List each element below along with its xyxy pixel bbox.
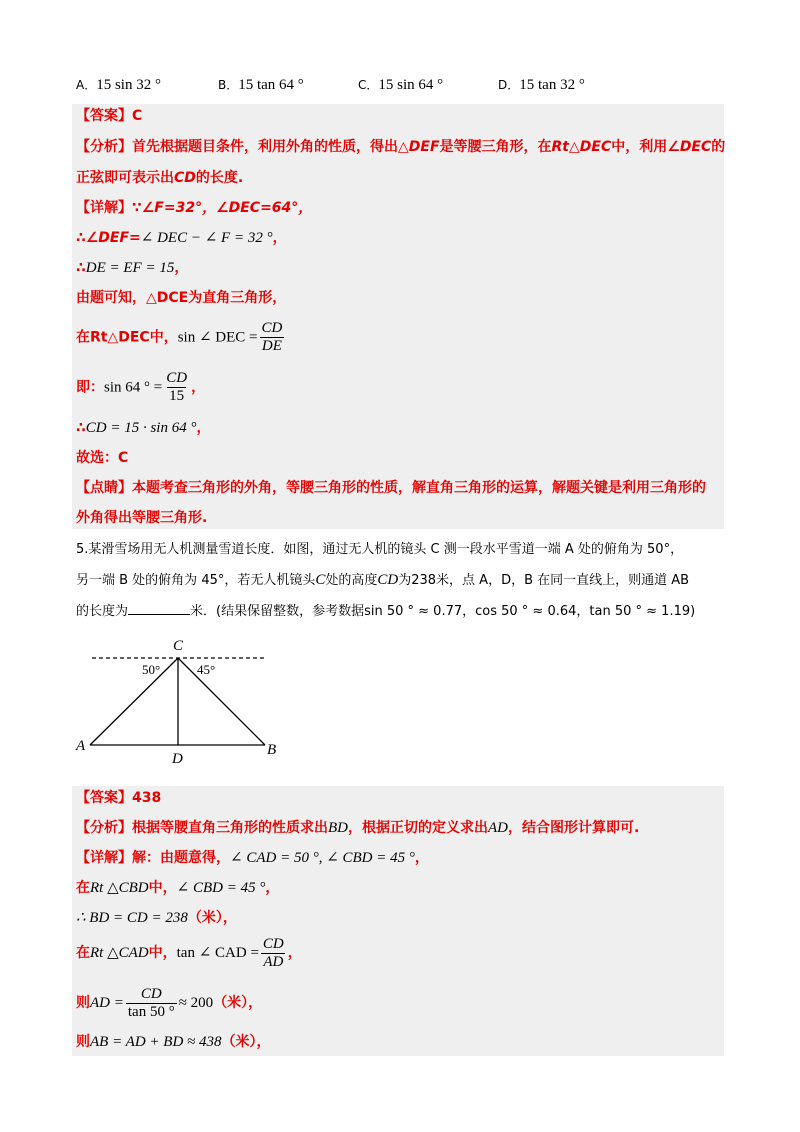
option-b: B．15 tan 64 ° <box>218 77 304 93</box>
option-d: D．15 tan 32 ° <box>498 77 585 93</box>
q4-comment-line2: 外角得出等腰三角形. <box>76 510 208 526</box>
answer-options <box>76 76 726 100</box>
q4-choose: 故选：C <box>76 450 129 466</box>
label-c: C <box>173 638 184 654</box>
q4-analysis-line1: 【分析】首先根据题目条件，利用外角的性质，得出△DEF是等腰三角形，在Rt△DEC中，利用∠DEC的 <box>76 139 726 155</box>
q4-answer: 【答案】C <box>76 108 143 124</box>
q5-step4: 则AD = $\frac{CD}{\tan 50 ^\circ}$ ≈ 200（米）， <box>76 985 263 1020</box>
q4-step4: 在Rt△DEC中，sin ∠ DEC = $\frac{CD}{DE}$ <box>76 320 283 354</box>
label-a: A <box>76 738 86 754</box>
q5-step3: 在Rt △CAD中，tan ∠ CAD = $\frac{CD}{AD}$ ， <box>76 935 302 970</box>
geometry-figure <box>70 630 290 770</box>
q5-text-line1: 5.某滑雪场用无人机测量雪道长度．如图，通过无人机的镜头 C 测一段水平雪道一端 A 处的俯角为 50°， <box>76 542 684 557</box>
angle-label-45: 45° <box>197 662 216 677</box>
q5-step1: 在Rt △CBD中，∠ CBD = 45 °， <box>76 880 280 896</box>
q4-step5: 即：sin 64 ° = $\frac{CD}{15}$ ， <box>76 370 206 404</box>
q5-answer: 【答案】438 <box>76 790 162 806</box>
fraction: $\frac{CD}{AD}$ <box>262 935 284 970</box>
q4-step3: 由题可知，△DCE为直角三角形， <box>76 290 287 306</box>
q4-detail-line1: 【详解】∵∠F=32°，∠DEC=64°， <box>76 200 313 216</box>
fraction: $\frac{CD}{\tan 50 ^\circ}$ <box>127 985 175 1020</box>
q4-step2: ∴DE = EF = 15， <box>76 260 189 276</box>
line-ca <box>90 658 178 745</box>
fraction: $\frac{CD}{15}$ <box>166 370 188 404</box>
q4-step1: ∴∠DEF=∠ DEC − ∠ F = 32 °， <box>76 230 287 246</box>
q5-detail-line1: 【详解】解：由题意得，∠ CAD = 50 °, ∠ CBD = 45 °， <box>76 850 429 866</box>
line-cb <box>178 658 265 745</box>
fraction: $\frac{CD}{DE}$ <box>261 320 283 354</box>
q5-text-line3: 的长度为 米．(结果保留整数，参考数据sin 50 ° ≈ 0.77，cos 50 ° ≈ 0.64，tan 50 ° ≈ 1.19) <box>76 600 695 622</box>
q4-analysis-line2: 正弦即可表示出CD的长度. <box>76 170 244 186</box>
label-d: D <box>172 751 183 767</box>
q5-analysis: 【分析】根据等腰直角三角形的性质求出BD，根据正切的定义求出AD，结合图形计算即可. <box>76 820 640 836</box>
answer-blank <box>128 600 190 615</box>
q5-text-line2: 另一端 B 处的俯角为 45°，若无人机镜头C处的高度CD为238米，点 A，D，B 在同一直线上，则通道 AB <box>76 572 690 588</box>
label-b: B <box>267 742 277 758</box>
angle-label-50: 50° <box>142 662 161 677</box>
option-c: C．15 sin 64 ° <box>358 77 444 93</box>
option-a: A．15 sin 32 ° <box>76 77 161 93</box>
q5-step2: ∴ BD = CD = 238（米）， <box>76 910 237 926</box>
q5-step5: 则AB = AD + BD ≈ 438（米）， <box>76 1034 271 1050</box>
q4-step6: ∴CD = 15 · sin 64 °， <box>76 420 211 436</box>
q4-comment-line1: 【点睛】本题考查三角形的外角，等腰三角形的性质，解直角三角形的运算，解题关键是利用三角形的 <box>76 480 706 496</box>
